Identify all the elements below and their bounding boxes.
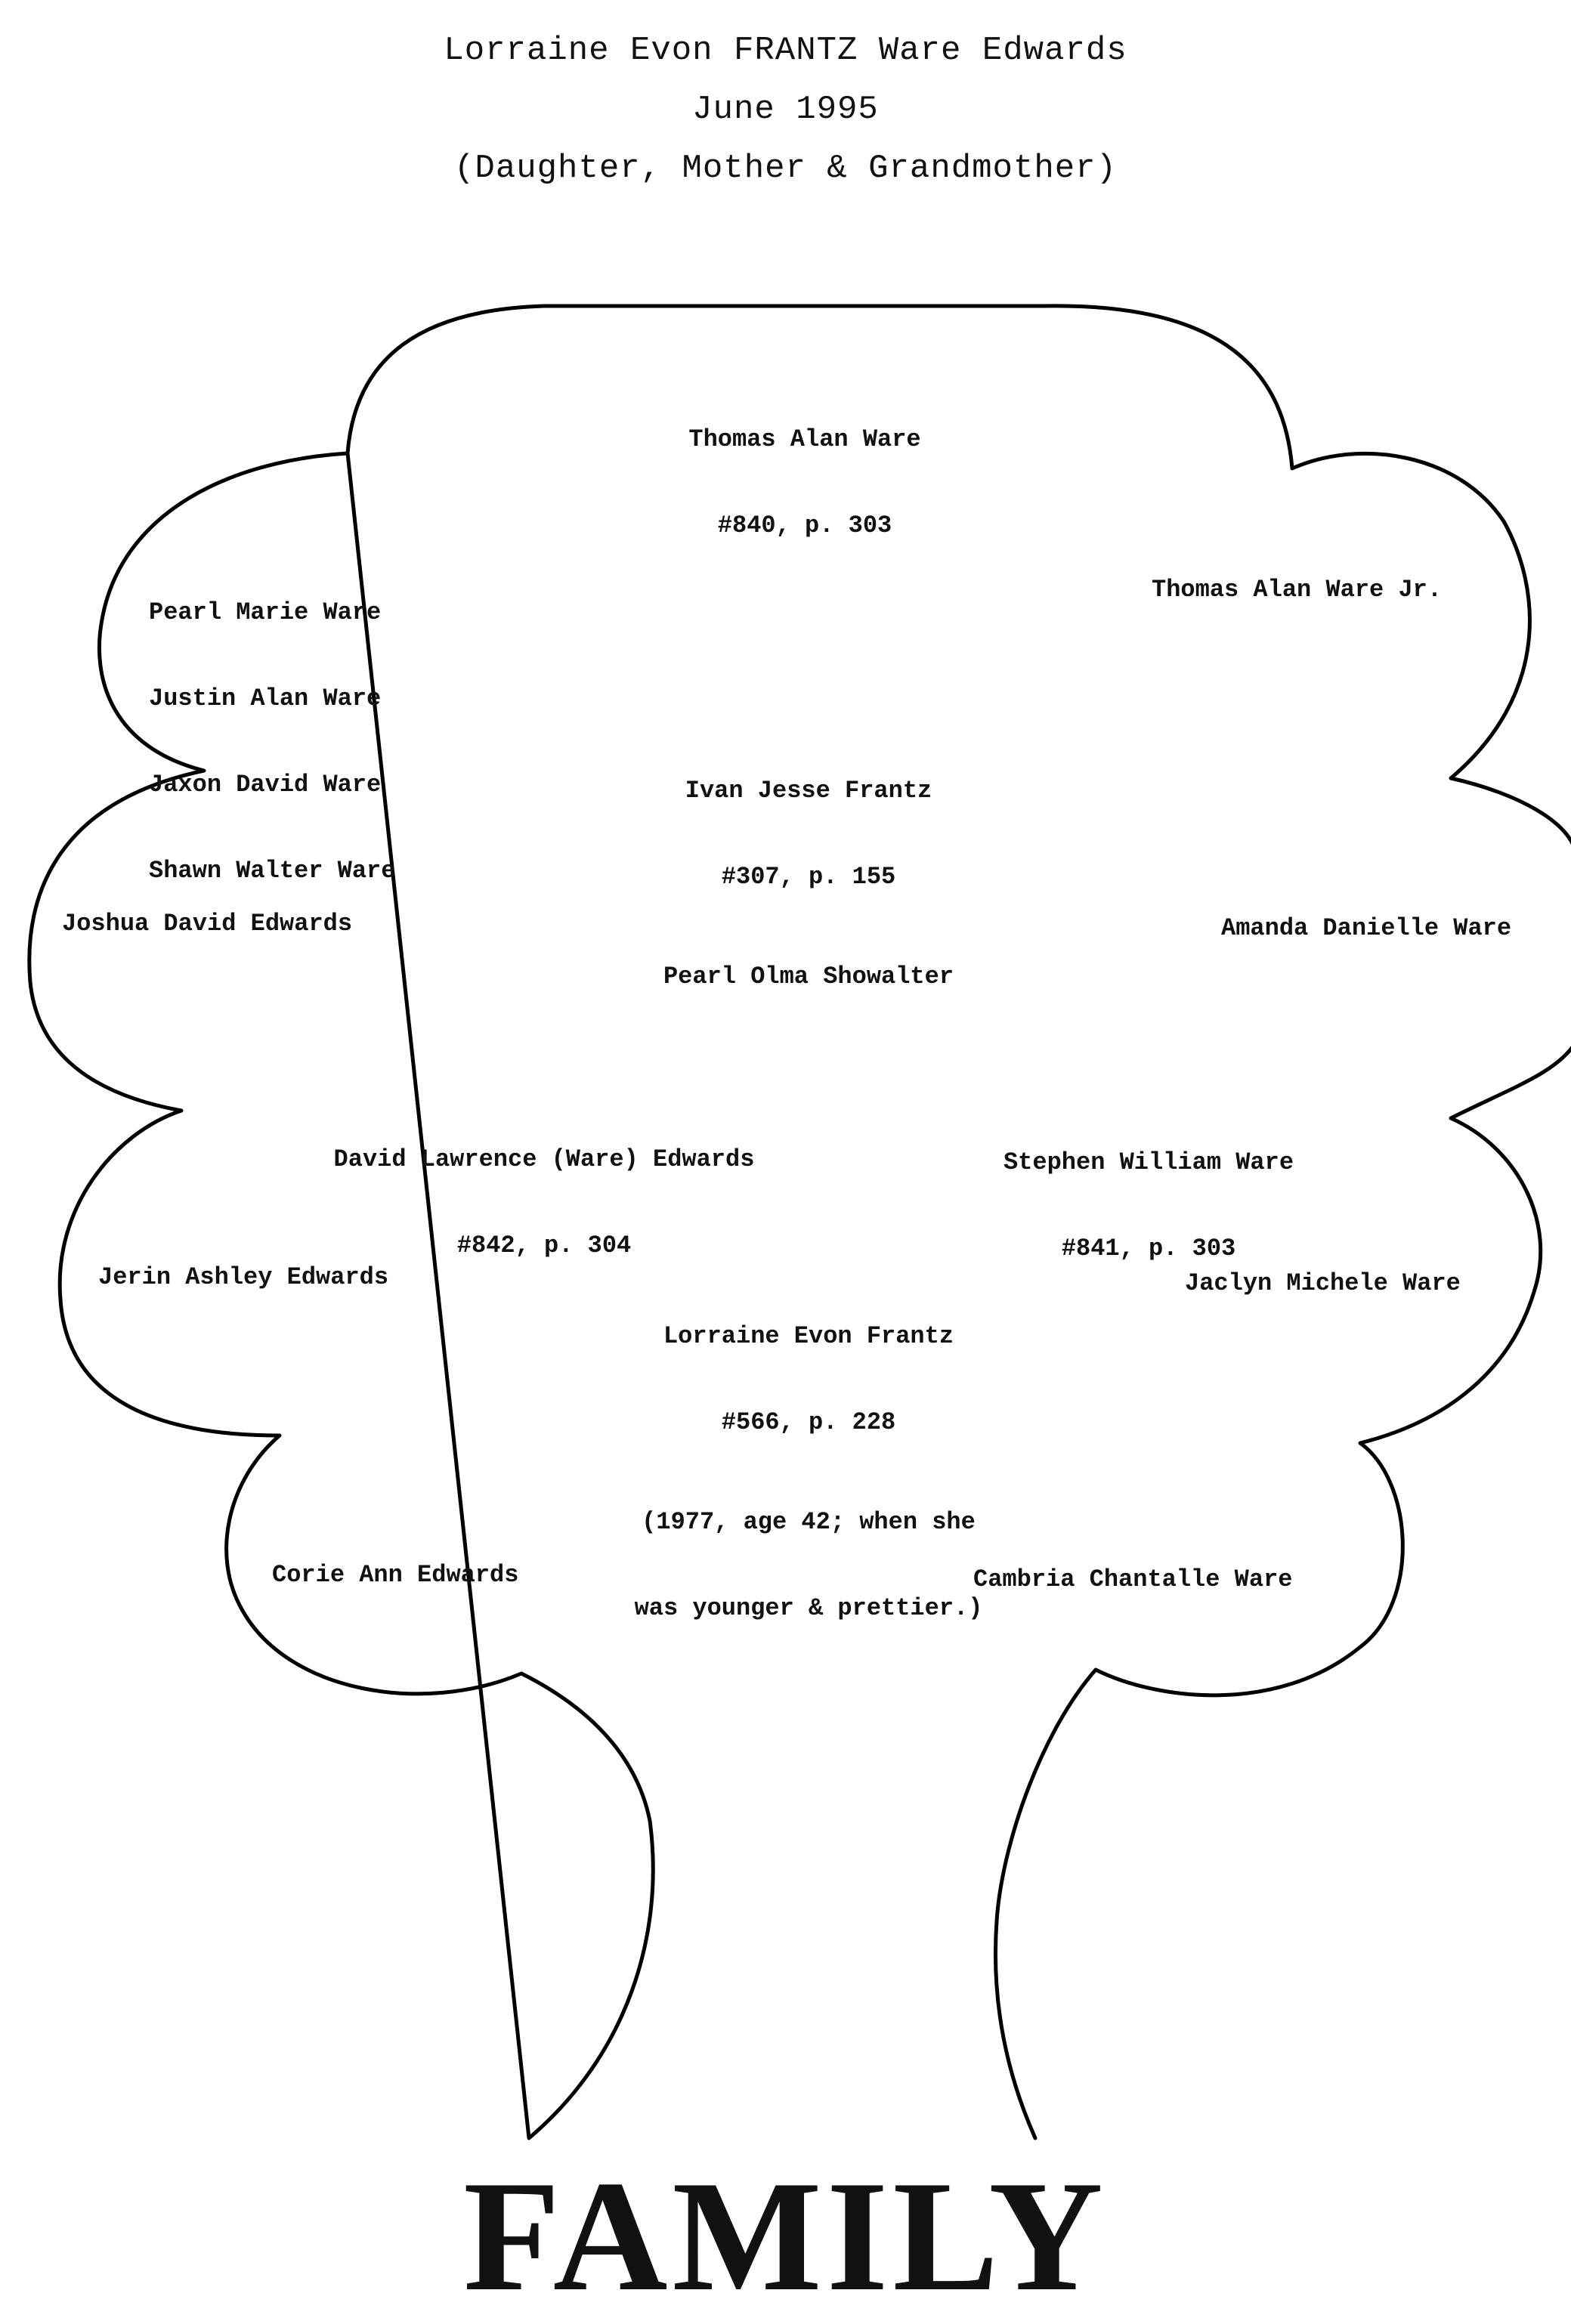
subject-name: Lorraine Evon Frantz [663,1322,954,1350]
bottom-right-person: Cambria Chantalle Ware [973,1565,1293,1593]
header-date: June 1995 [692,91,879,128]
parent-spouse: Pearl Olma Showalter [663,963,954,990]
lower-right-person: Jaclyn Michele Ware [1185,1269,1461,1297]
top-person [627,368,982,569]
bottom-left-person: Corie Ann Edwards [272,1561,519,1589]
header-name: Lorraine Evon FRANTZ Ware Edwards [444,32,1127,70]
mid-left-person: Joshua David Edwards [62,910,353,938]
list-item: Jaxon David Ware [149,771,382,799]
parents-block [612,719,1005,1020]
list-item: Shawn Walter Ware [149,857,396,885]
lower-left-person: Jerin Ashley Edwards [98,1263,389,1291]
subject-note-2: was younger & prettier.) [634,1594,983,1622]
son-left-ref: #842, p. 304 [456,1232,632,1259]
son-right-name: Stephen William Ware [1003,1148,1294,1176]
subject-person [582,1265,1035,1652]
parent-name: Ivan Jesse Frantz [685,777,932,805]
mid-right-person: Amanda Danielle Ware [1221,914,1512,942]
parent-ref: #307, p. 155 [721,863,896,891]
subject-note-1: (1977, age 42; when she [642,1508,976,1536]
son-right [960,1091,1338,1292]
top-person-name: Thomas Alan Ware [688,425,921,453]
header-relation: (Daughter, Mother & Grandmother) [454,150,1117,187]
grandchildren-left-list [149,541,395,914]
list-item: Pearl Marie Ware [149,598,382,626]
family-title: FAMILY [463,2149,1108,2324]
subject-ref: #566, p. 228 [721,1408,896,1436]
upper-right-person: Thomas Alan Ware Jr. [1152,576,1443,604]
son-right-ref: #841, p. 303 [1061,1235,1236,1262]
list-item: Justin Alan Ware [149,685,382,712]
son-left [280,1088,809,1289]
son-left-name: David Lawrence (Ware) Edwards [333,1145,755,1173]
top-person-ref: #840, p. 303 [717,511,892,539]
